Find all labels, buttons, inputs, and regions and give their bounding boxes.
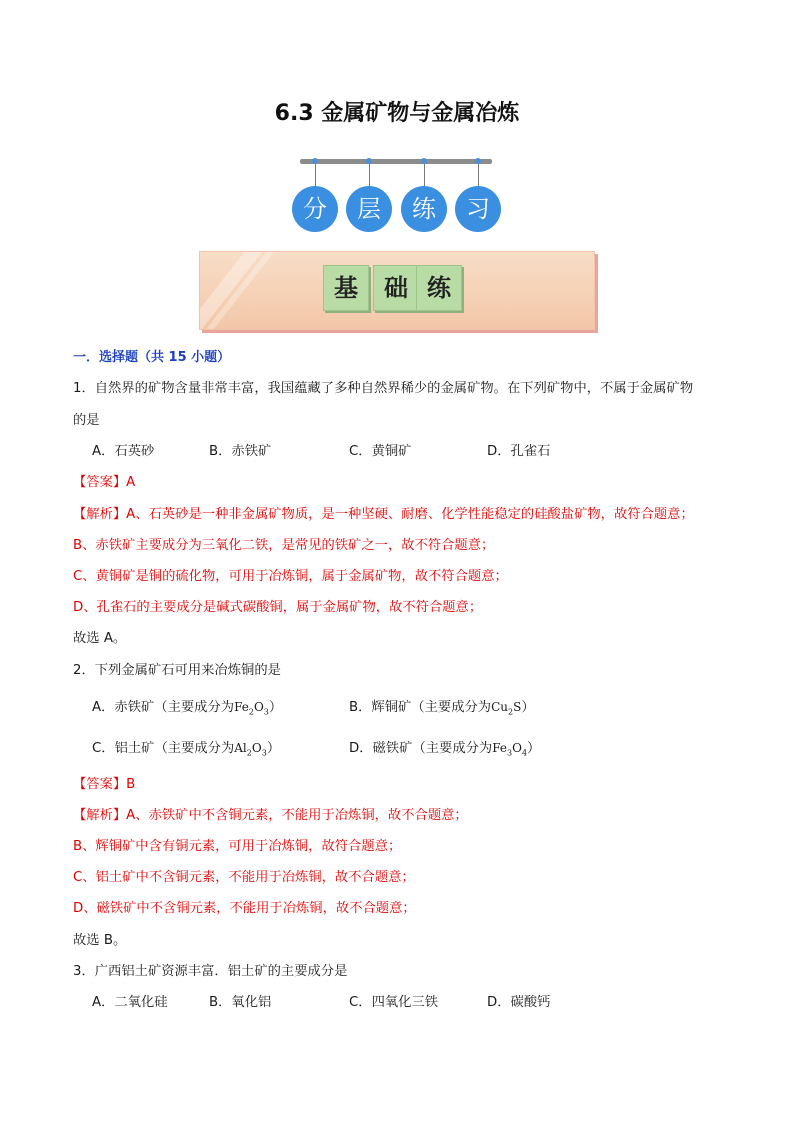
section-heading: 一．选择题（共 15 小题）: [73, 350, 231, 365]
banner-tile: 基: [323, 265, 369, 311]
option: A．二氧化硅: [92, 995, 168, 1010]
option-text: A．赤铁矿（主要成分为: [92, 700, 235, 715]
question-stem: 2．下列金属矿石可用来冶炼铜的是: [73, 663, 281, 678]
option-close: ）: [268, 700, 283, 715]
option: [349, 737, 540, 757]
badge-string: [424, 164, 425, 186]
option: B．氧化铝: [209, 995, 272, 1010]
badge-string: [315, 164, 316, 186]
analysis-line: D、磁铁矿中不含铜元素，不能用于冶炼铜，故不合题意；: [73, 901, 416, 916]
option: B．赤铁矿: [209, 444, 272, 459]
badge-string: [369, 164, 370, 186]
option: C．四氧化三铁: [349, 995, 439, 1010]
option: [92, 696, 282, 716]
analysis-line: 【解析】A、赤铁矿中不含铜元素，不能用于冶炼铜，故不合题意；: [73, 808, 468, 823]
question-stem: 的是: [73, 413, 100, 428]
option: [92, 737, 280, 757]
conclusion: 故选 A。: [73, 631, 127, 646]
formula-al2o3: $Al_2O_3$: [234, 741, 267, 758]
option-text: B．辉铜矿（主要成分为: [349, 700, 492, 715]
formula-cu2s: $Cu_2S$: [491, 700, 522, 717]
analysis-line: D、孔雀石的主要成分是碱式碳酸铜，属于金属矿物，故不符合题意；: [73, 600, 483, 615]
banner-tile: 练: [416, 265, 462, 311]
formula-fe2o3: $Fe_2O_3$: [234, 700, 269, 717]
conclusion: 故选 B。: [73, 933, 127, 948]
analysis-line: B、赤铁矿主要成分为三氧化二铁，是常见的铁矿之一，故不符合题意；: [73, 538, 495, 553]
answer-label: 【答案】A: [73, 475, 136, 490]
answer-label: 【答案】B: [73, 777, 136, 792]
option-text: C．铝土矿（主要成分为: [92, 741, 235, 756]
option: C．黄铜矿: [349, 444, 412, 459]
option-close: ）: [521, 700, 535, 715]
option-close: ）: [266, 741, 281, 756]
badge-string: [478, 164, 479, 186]
option: D．孔雀石: [487, 444, 551, 459]
banner-tile: 础: [373, 265, 419, 311]
question-stem: 1．自然界的矿物含量非常丰富，我国蕴藏了多种自然界稀少的金属矿物。在下列矿物中，不属于金属矿物: [73, 381, 694, 396]
formula-fe3o4: $Fe_3O_4$: [492, 741, 528, 758]
badge-char: 练: [401, 186, 447, 232]
badge-char: 层: [346, 186, 392, 232]
option: D．碳酸钙: [487, 995, 551, 1010]
option: [349, 696, 535, 716]
option-text: D．磁铁矿（主要成分为: [349, 741, 493, 756]
question-stem: 3．广西铝土矿资源丰富．铝土矿的主要成分是: [73, 964, 348, 979]
badge-rail: [300, 159, 492, 164]
analysis-line: C、铝土矿中不含铜元素，不能用于冶炼铜，故不合题意；: [73, 870, 415, 885]
badge-char: 习: [455, 186, 501, 232]
option: A．石英砂: [92, 444, 155, 459]
badge-char: 分: [292, 186, 338, 232]
option-close: ）: [527, 741, 541, 756]
analysis-line: B、辉铜矿中含有铜元素，可用于冶炼铜，故符合题意；: [73, 839, 402, 854]
analysis-line: C、黄铜矿是铜的硫化物，可用于冶炼铜，属于金属矿物，故不符合题意；: [73, 569, 508, 584]
analysis-line: 【解析】A、石英砂是一种非金属矿物质，是一种坚硬、耐磨、化学性能稳定的硅酸盐矿物，故符合题意；: [73, 507, 694, 522]
banner-shine: [199, 251, 264, 330]
page-title: 6.3 金属矿物与金属冶炼: [274, 101, 520, 126]
